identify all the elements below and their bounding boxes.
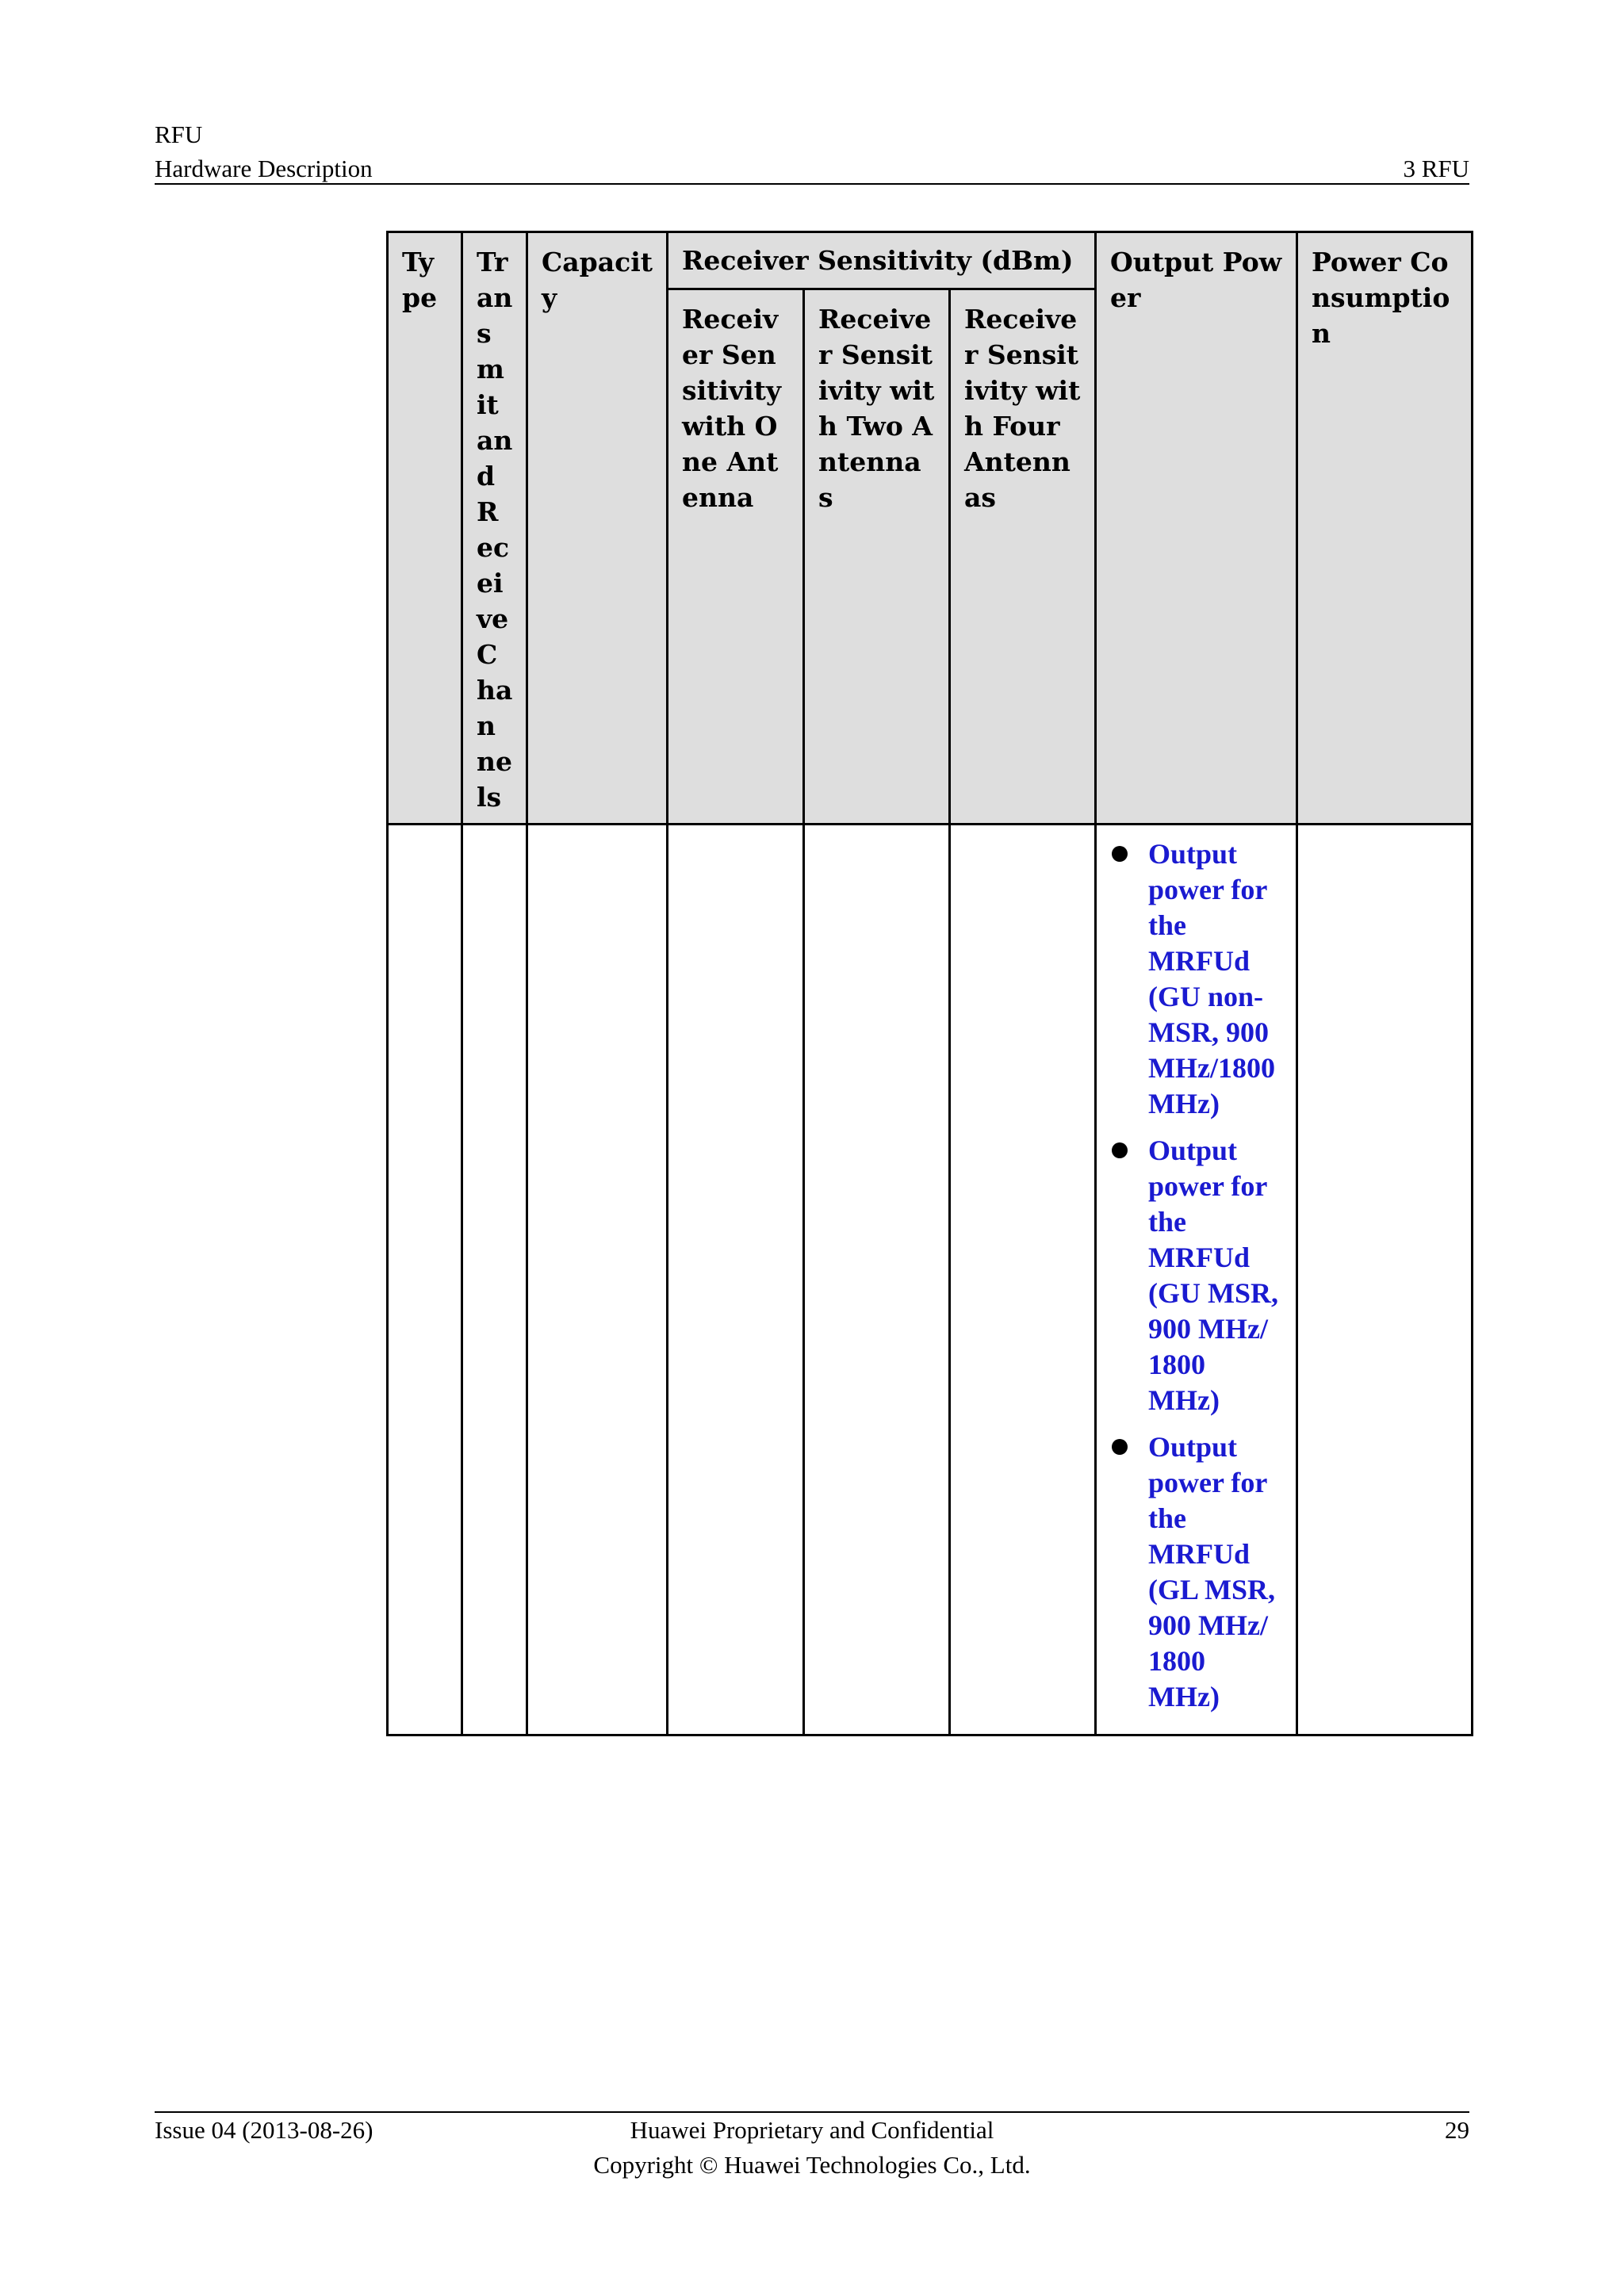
cell-sensitivity-four-antennas <box>950 825 1096 1735</box>
cell-output-power <box>1096 825 1297 1735</box>
bullet-icon <box>1112 1142 1128 1158</box>
column-header-sensitivity-two-antennas: Receiver Sensitivity with Two Antennas <box>804 289 950 825</box>
column-header-sensitivity-one-antenna: Receiver Sensitivity with One Antenna <box>668 289 804 825</box>
footer-center <box>444 2113 1180 2183</box>
column-header-sensitivity-four-antennas: Receiver Sensitivity with Four Antennas <box>950 289 1096 825</box>
link-text[interactable]: Output power for the MRFUd (GU MSR, 900 MHz/ 1800 MHz) <box>1148 1135 1278 1416</box>
column-header-output-power: Output Power <box>1096 232 1297 825</box>
column-header-type: Type <box>388 232 462 825</box>
column-header-receiver-sensitivity: Receiver Sensitivity (dBm) <box>668 232 1096 289</box>
output-power-link-gu-non-msr[interactable] <box>1110 836 1283 1122</box>
output-power-link-gu-msr[interactable] <box>1110 1133 1283 1418</box>
bullet-icon <box>1112 1439 1128 1455</box>
column-header-channels: Transmit and Receive Channels <box>462 232 527 825</box>
cell-sensitivity-two-antennas <box>804 825 950 1735</box>
link-text[interactable]: Output power for the MRFUd (GU non-MSR, 900 MHz/1800 MHz) <box>1148 838 1275 1119</box>
table-header-row <box>388 232 1473 289</box>
output-power-link-list <box>1110 836 1283 1715</box>
header-document-title: Hardware Description <box>155 155 373 182</box>
footer-issue: Issue 04 (2013-08-26) <box>155 2116 373 2144</box>
cell-sensitivity-one-antenna <box>668 825 804 1735</box>
header-product: RFU <box>155 121 203 148</box>
cell-type <box>388 825 462 1735</box>
header-chapter: 3 RFU <box>1403 155 1469 182</box>
footer-copyright: Copyright © Huawei Technologies Co., Ltd. <box>593 2151 1031 2179</box>
running-header-left <box>155 117 373 186</box>
cell-channels <box>462 825 527 1735</box>
link-text[interactable]: Output power for the MRFUd (GL MSR, 900 MHz/ 1800 MHz) <box>1148 1431 1276 1712</box>
cell-power-consumption <box>1297 825 1473 1735</box>
column-header-capacity: Capacity <box>527 232 668 825</box>
table-row <box>388 825 1473 1735</box>
footer-confidentiality: Huawei Proprietary and Confidential <box>630 2116 994 2144</box>
specification-table <box>386 231 1473 1736</box>
column-header-power-consumption: Power Consumption <box>1297 232 1473 825</box>
cell-capacity <box>527 825 668 1735</box>
footer-page-number: 29 <box>1445 2116 1469 2144</box>
header-rule <box>155 183 1469 185</box>
bullet-icon <box>1112 846 1128 862</box>
output-power-link-gl-msr[interactable] <box>1110 1429 1283 1715</box>
